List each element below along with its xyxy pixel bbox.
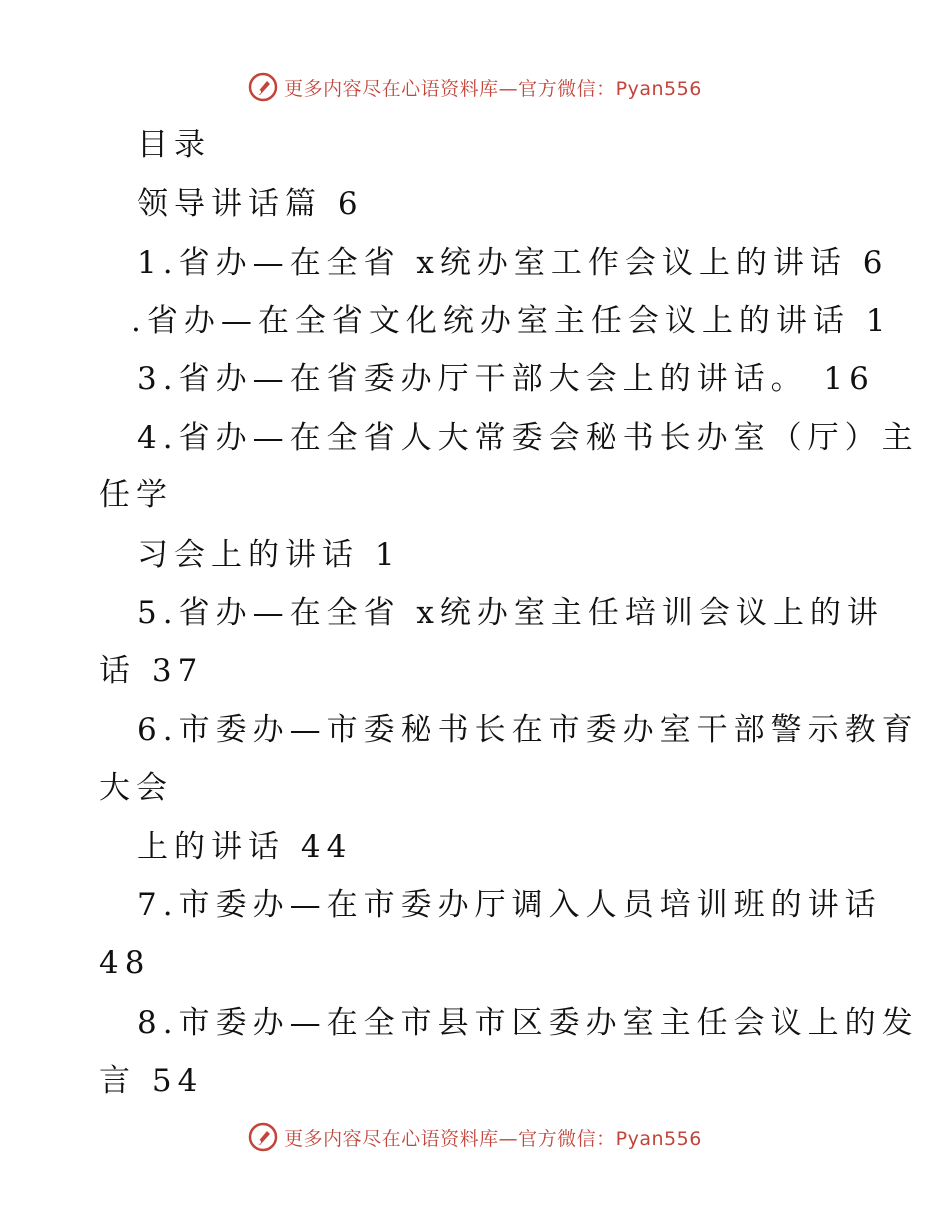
toc-entry: 上的讲话 44 (137, 829, 353, 865)
toc-entry: 4.省办—在全省人大常委会秘书长办室（厅）主 (137, 420, 919, 456)
toc-entry: 5.省办—在全省 x统办室主任培训会议上的讲 (137, 595, 884, 631)
pen-nib-logo-icon (248, 72, 278, 102)
toc-title: 目录 (137, 127, 211, 163)
pen-nib-logo-icon (248, 1122, 278, 1152)
toc-entry: 领导讲话篇 6 (137, 186, 364, 222)
toc-entry: .省办—在全省文化统办室主任会议上的讲话 1 (131, 303, 892, 339)
toc-entry: 7.市委办—在市委办厅调入人员培训班的讲话 (137, 887, 882, 923)
header-watermark (0, 72, 950, 102)
toc-entry: 习会上的讲话 1 (137, 537, 401, 573)
toc-entry: 6.市委办—市委秘书长在市委办室干部警示教育 (137, 712, 919, 748)
toc-entry-continuation: 言 54 (99, 1063, 204, 1099)
toc-entry-continuation: 大会 (99, 770, 173, 806)
toc-entry-continuation: 48 (99, 945, 151, 981)
watermark-text: 更多内容尽在心语资料库—官方微信：Pyan556 (284, 77, 702, 100)
toc-entry-continuation: 任学 (99, 477, 173, 513)
toc-entry: 1.省办—在全省 x统办室工作会议上的讲话 6 (137, 245, 889, 281)
toc-entry-continuation: 话 37 (99, 653, 204, 689)
toc-entry: 3.省办—在省委办厅干部大会上的讲话。 16 (137, 361, 875, 397)
toc-entry: 8.市委办—在全市县市区委办室主任会议上的发 (137, 1005, 919, 1041)
footer-watermark (0, 1122, 950, 1152)
watermark-text: 更多内容尽在心语资料库—官方微信：Pyan556 (284, 1127, 702, 1150)
